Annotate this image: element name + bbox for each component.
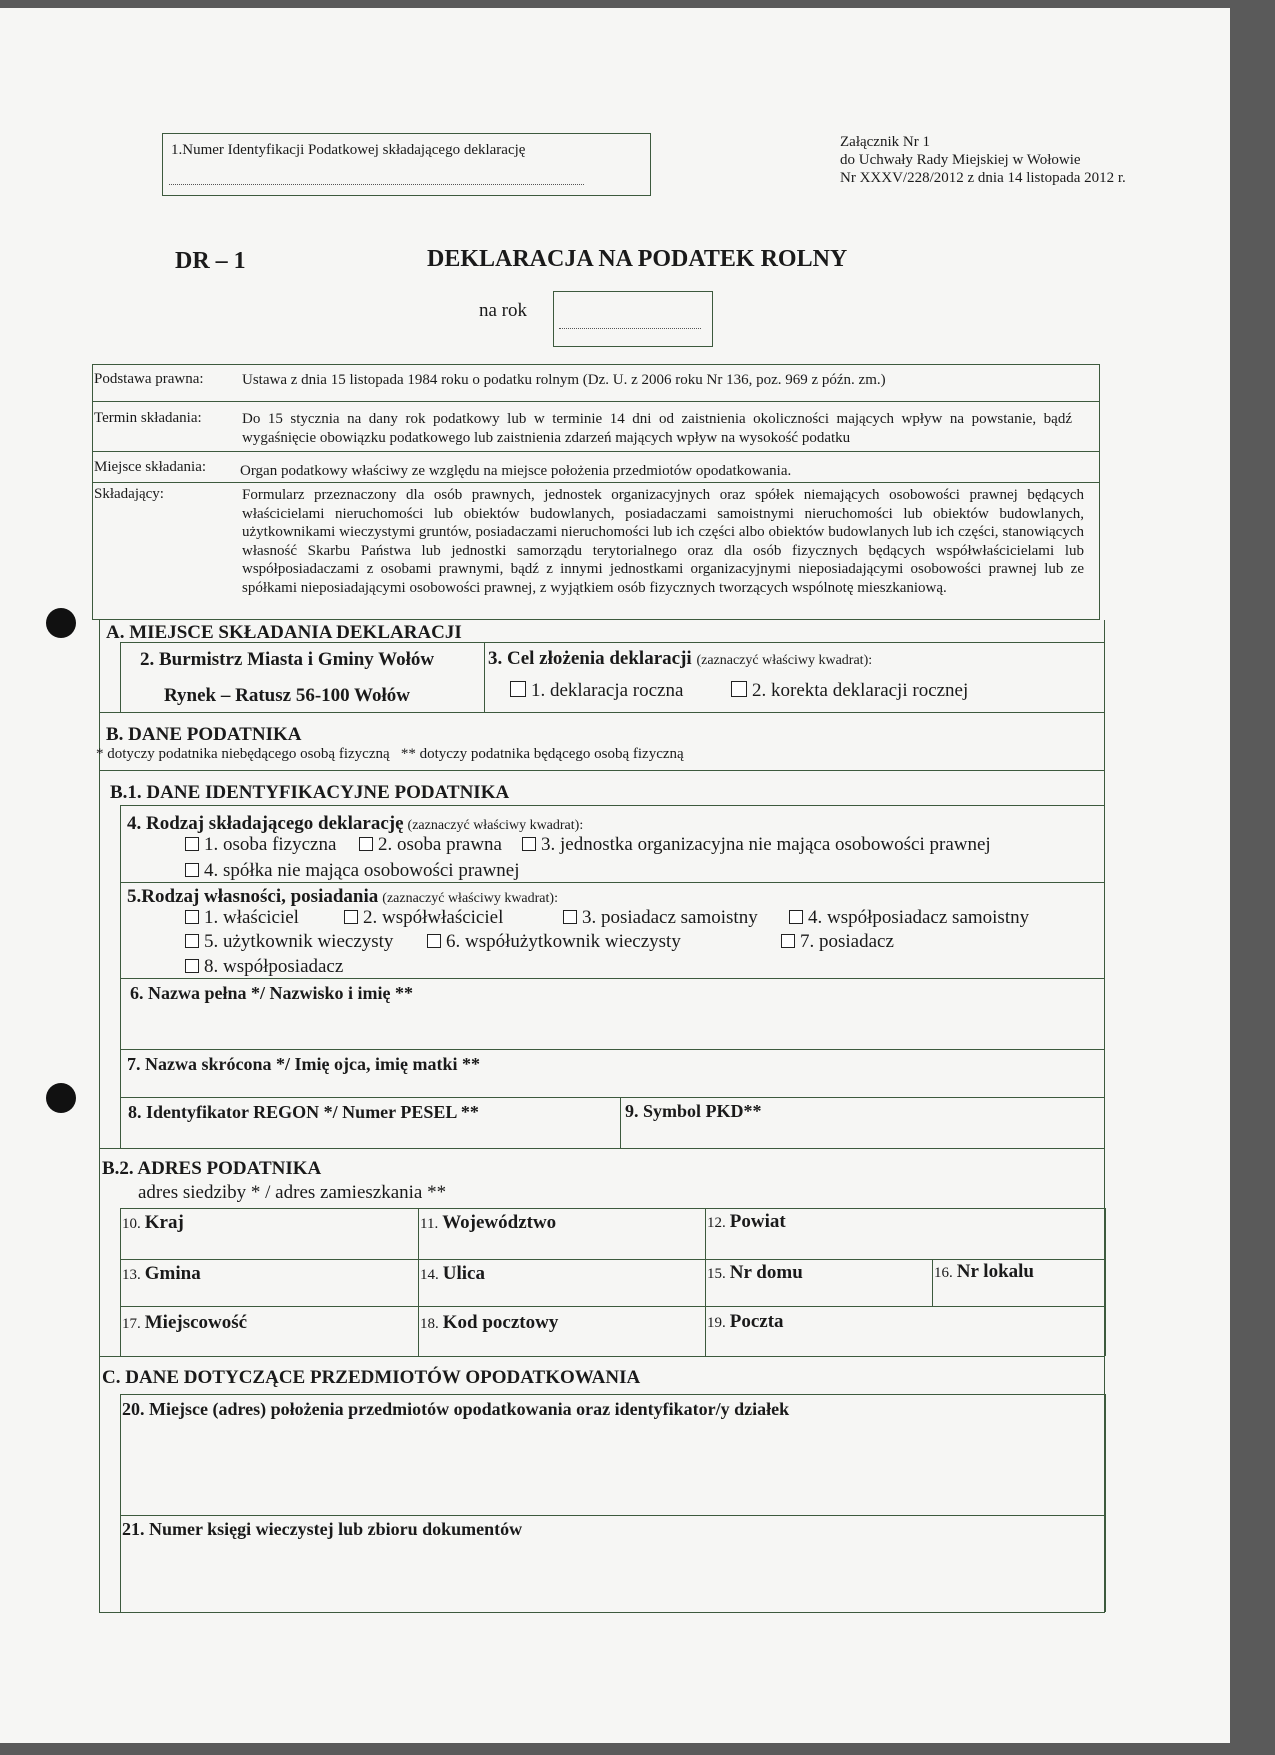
- address-label-post-office: Poczta: [729, 1311, 784, 1332]
- checkbox-f4-2[interactable]: [359, 837, 373, 851]
- address-num-16: 16.: [934, 1265, 953, 1281]
- address-num-11: 11.: [420, 1216, 439, 1232]
- section-b-title: B. DANE PODATNIKA: [106, 724, 302, 745]
- address-field-apartment[interactable]: [934, 1261, 1034, 1283]
- annex-note: [840, 133, 1126, 187]
- purpose-option-correction[interactable]: [731, 680, 968, 702]
- f5-option-1-label: 1. właściciel: [204, 907, 299, 928]
- f5-option-2[interactable]: [344, 907, 503, 929]
- address-label-town: Miejscowość: [144, 1312, 248, 1333]
- f5-option-8[interactable]: [185, 956, 343, 978]
- f4-option-2[interactable]: [359, 834, 502, 856]
- address-label-street: Ulica: [442, 1263, 485, 1284]
- f5-option-1[interactable]: [185, 907, 299, 929]
- year-label: na rok: [479, 300, 528, 321]
- nip-box[interactable]: [162, 133, 651, 196]
- address-field-voivodeship[interactable]: [420, 1212, 556, 1234]
- place-text: Organ podatkowy właściwy ze względu na miejsce położenia przedmiotów opodatkowania.: [240, 463, 792, 479]
- field-21-label: 21. Numer księgi wieczystej lub zbioru dokumentów: [122, 1519, 523, 1539]
- purpose-option-annual[interactable]: [510, 680, 683, 702]
- field-4-hint: (zaznaczyć właściwy kwadrat):: [407, 818, 584, 833]
- f5-option-4-label: 4. współposiadacz samoistny: [808, 907, 1030, 928]
- address-field-town[interactable]: [122, 1312, 247, 1334]
- address-num-18: 18.: [420, 1316, 439, 1332]
- year-input-line: [559, 328, 701, 329]
- checkbox-correction[interactable]: [731, 681, 747, 697]
- address-label-postal-code: Kod pocztowy: [442, 1312, 559, 1333]
- page-title: DEKLARACJA NA PODATEK ROLNY: [427, 246, 848, 272]
- field-20-input[interactable]: [124, 1424, 1102, 1514]
- field-20-label: 20. Miejsce (adres) położenia przedmiotów opodatkowania oraz identyfikator/y działek: [122, 1399, 790, 1419]
- checkbox-f4-3[interactable]: [522, 837, 536, 851]
- field-9-input[interactable]: [622, 1123, 1102, 1145]
- purpose-hint: (zaznaczyć właściwy kwadrat):: [696, 653, 873, 668]
- address-label-country: Kraj: [144, 1212, 184, 1233]
- address-label-apartment: Nr lokalu: [956, 1261, 1035, 1282]
- punch-hole-top: [46, 608, 76, 638]
- field-5-hint: (zaznaczyć właściwy kwadrat):: [382, 891, 558, 906]
- checkbox-f5-1[interactable]: [185, 910, 199, 924]
- filer-text: Formularz przeznaczony dla osób prawnych, jednostek organizacyjnych oraz spółek niemających osobowości prawnej będących właścicielami nieruchomości lub obiektów budowlanych, posiadaczami samoistnymi nieruchomości lub obiektów budowlanych, użytkownikami wieczystymi gruntów, posiadaczami nieruchomości lub ich części albo obiektów budowlanych lub ich części, stanowiących własność Skarbu Państwa lub jednostki samorządu terytorialnego oraz dla osób fizycznych będących współwłaścicielami lub współposiadaczami z osobami prawnymi, bądź z innymi jednostkami organizacyjnymi nieposiadającymi osobowości prawnej lub ze spółkami nieposiadającymi osobowości prawnej, z wyjątkiem osób fizycznych tworzących wspólnotę mieszkaniową.: [242, 487, 1084, 596]
- field-7-input[interactable]: [122, 1076, 1102, 1096]
- nip-input-line: [169, 184, 584, 185]
- address-num-12: 12.: [707, 1215, 726, 1231]
- checkbox-f5-5[interactable]: [185, 934, 199, 948]
- checkbox-f5-2[interactable]: [344, 910, 358, 924]
- checkbox-f4-4[interactable]: [185, 863, 199, 877]
- f4-option-4[interactable]: [185, 860, 520, 882]
- address-num-17: 17.: [122, 1316, 141, 1332]
- f5-option-5[interactable]: [185, 931, 393, 953]
- f4-option-3-label: 3. jednostka organizacyjna nie mająca osobowości prawnej: [541, 834, 991, 855]
- nip-label: 1.Numer Identyfikacji Podatkowej składającego deklarację: [171, 142, 526, 158]
- f4-option-1[interactable]: [185, 834, 336, 856]
- field-8-input[interactable]: [122, 1123, 618, 1145]
- f5-option-7[interactable]: [781, 931, 894, 953]
- place-label: Miejsce składania:: [94, 459, 207, 475]
- tax-office-line-2: Rynek – Ratusz 56-100 Wołów: [164, 685, 410, 706]
- form-page: [0, 8, 1230, 1743]
- option-correction-label: 2. korekta deklaracji rocznej: [752, 680, 969, 701]
- address-label-voivodeship: Województwo: [442, 1212, 557, 1233]
- form-code: DR – 1: [175, 248, 246, 274]
- address-field-house-number[interactable]: [707, 1262, 803, 1284]
- year-box[interactable]: [553, 291, 713, 347]
- address-field-district[interactable]: [707, 1211, 786, 1233]
- f5-option-3[interactable]: [563, 907, 758, 929]
- address-label-commune: Gmina: [144, 1263, 201, 1284]
- section-c-title: C. DANE DOTYCZĄCE PRZEDMIOTÓW OPODATKOWANIA: [102, 1367, 641, 1388]
- checkbox-f5-3[interactable]: [563, 910, 577, 924]
- address-field-street[interactable]: [420, 1263, 485, 1285]
- annex-line-1: Załącznik Nr 1: [840, 134, 930, 150]
- f4-option-3[interactable]: [522, 834, 991, 856]
- f5-option-8-label: 8. współposiadacz: [204, 956, 344, 977]
- address-num-14: 14.: [420, 1267, 439, 1283]
- checkbox-annual[interactable]: [510, 681, 526, 697]
- address-num-10: 10.: [122, 1216, 141, 1232]
- section-b2-subtitle: adres siedziby * / adres zamieszkania **: [138, 1182, 447, 1203]
- annex-line-3: Nr XXXV/228/2012 z dnia 14 listopada 2012 r.: [840, 170, 1126, 186]
- checkbox-f4-1[interactable]: [185, 837, 199, 851]
- field-21-input[interactable]: [124, 1544, 1102, 1610]
- address-num-19: 19.: [707, 1315, 726, 1331]
- field-6-input[interactable]: [122, 1008, 1102, 1048]
- filer-label: Składający:: [94, 486, 164, 502]
- section-b1-title: B.1. DANE IDENTYFIKACYJNE PODATNIKA: [110, 782, 510, 803]
- purpose-label: 3. Cel złożenia deklaracji: [488, 648, 692, 669]
- field-5-label-row: [127, 886, 558, 908]
- option-annual-label: 1. deklaracja roczna: [531, 680, 684, 701]
- purpose-num: [488, 648, 696, 669]
- purpose-label-row: [488, 648, 872, 670]
- f5-option-3-label: 3. posiadacz samoistny: [582, 907, 758, 928]
- address-field-country[interactable]: [122, 1212, 184, 1234]
- address-field-commune[interactable]: [122, 1263, 201, 1285]
- f5-option-4[interactable]: [789, 907, 1029, 929]
- tax-office-line-1: 2. Burmistrz Miasta i Gminy Wołów: [140, 649, 435, 670]
- f5-option-2-label: 2. współwłaściciel: [363, 907, 504, 928]
- f4-option-2-label: 2. osoba prawna: [378, 834, 502, 855]
- f4-option-4-label: 4. spółka nie mająca osobowości prawnej: [204, 860, 520, 881]
- section-b-note: * dotyczy podatnika niebędącego osobą fizyczną ** dotyczy podatnika będącego osobą fizyczną: [96, 746, 684, 762]
- field-7-label: 7. Nazwa skrócona */ Imię ojca, imię matki **: [127, 1054, 480, 1074]
- address-label-house-number: Nr domu: [729, 1262, 803, 1283]
- deadline-label: Termin składania:: [94, 410, 202, 426]
- f5-option-6[interactable]: [427, 931, 681, 953]
- section-a-title: A. MIEJSCE SKŁADANIA DEKLARACJI: [106, 622, 462, 643]
- checkbox-f5-6[interactable]: [427, 934, 441, 948]
- deadline-text: Do 15 stycznia na dany rok podatkowy lub w terminie 14 dni od zaistnienia okoliczności mających wpływ na powstanie, bądź wygaśnięcie obowiązku podatkowego lub zaistnienia zdarzeń mających wpływ na wysokość podatku: [242, 411, 1072, 446]
- address-label-district: Powiat: [729, 1211, 786, 1232]
- field-8-label: 8. Identyfikator REGON */ Numer PESEL **: [128, 1102, 479, 1122]
- field-9-label: 9. Symbol PKD**: [625, 1101, 762, 1121]
- f5-option-7-label: 7. posiadacz: [800, 931, 894, 952]
- annex-line-2: do Uchwały Rady Miejskiej w Wołowie: [840, 152, 1081, 168]
- field-6-label: 6. Nazwa pełna */ Nazwisko i imię **: [130, 983, 413, 1003]
- checkbox-f5-4[interactable]: [789, 910, 803, 924]
- f4-option-1-label: 1. osoba fizyczna: [204, 834, 337, 855]
- f5-option-6-label: 6. współużytkownik wieczysty: [446, 931, 681, 952]
- legal-text: Ustawa z dnia 15 listopada 1984 roku o podatku rolnym (Dz. U. z 2006 roku Nr 136, poz. 969 z późn. zm.): [242, 372, 886, 388]
- checkbox-f5-8[interactable]: [185, 959, 199, 973]
- address-num-13: 13.: [122, 1267, 141, 1283]
- section-b2-title: B.2. ADRES PODATNIKA: [102, 1158, 322, 1179]
- field-4-label: 4. Rodzaj składającego deklarację: [127, 813, 404, 834]
- f5-option-5-label: 5. użytkownik wieczysty: [204, 931, 394, 952]
- field-4-label-row: [127, 813, 583, 835]
- address-num-15: 15.: [707, 1266, 726, 1282]
- address-field-post-office[interactable]: [707, 1311, 784, 1333]
- address-field-postal-code[interactable]: [420, 1312, 558, 1334]
- checkbox-f5-7[interactable]: [781, 934, 795, 948]
- legal-label: Podstawa prawna:: [94, 371, 204, 387]
- punch-hole-bottom: [46, 1083, 76, 1113]
- field-5-label: 5.Rodzaj własności, posiadania: [127, 886, 379, 907]
